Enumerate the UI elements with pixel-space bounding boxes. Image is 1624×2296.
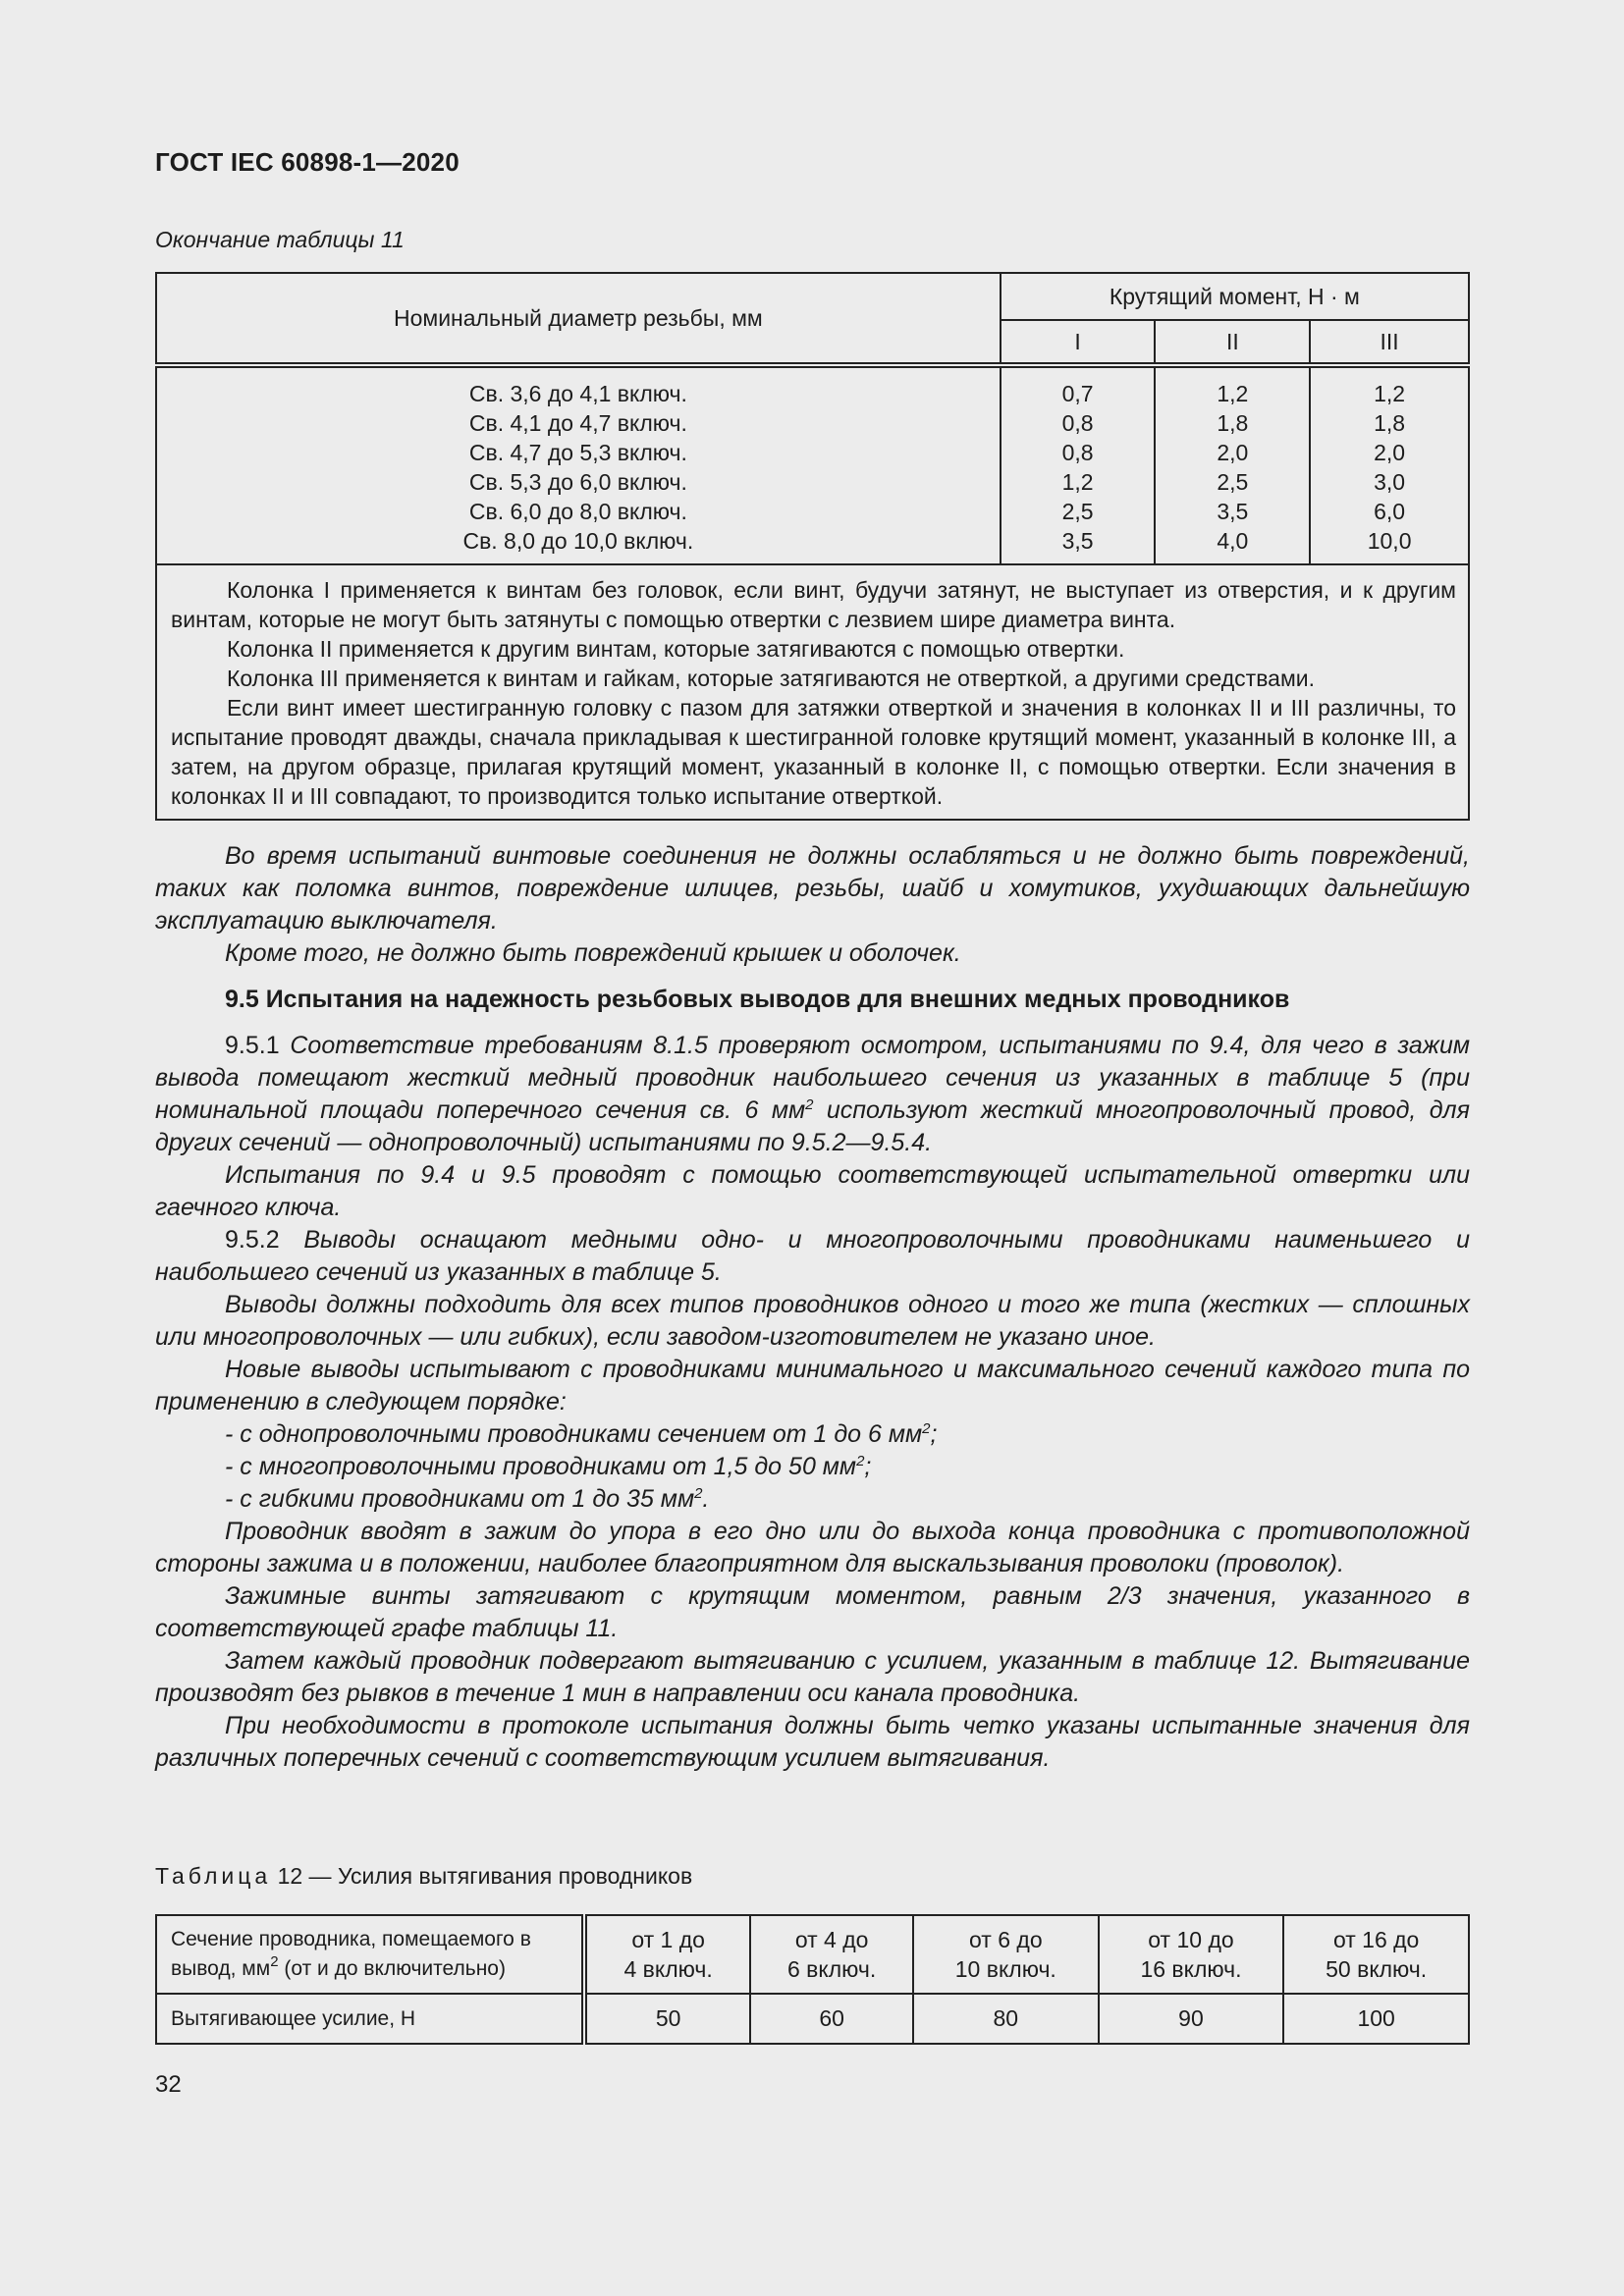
superscript: 2 (805, 1096, 814, 1113)
paragraph: Выводы должны подходить для всех типов проводников одного и того же типа (жестких — сплошных или многопроволочных — или гибких), если заводом-изготовителем не указано иное. (155, 1291, 1470, 1351)
paragraph: Проводник вводят в зажим до упора в его дно или до выхода конца проводника с противоположной стороны зажима и в положении, наиболее благоприятном для выскальзывания проволоки (проволок). (155, 1518, 1470, 1577)
list-item (155, 1451, 1470, 1483)
range-line: 50 включ. (1326, 1956, 1428, 1982)
label-text: Сечение проводника, помещаемого в вывод, мм (171, 1928, 531, 1980)
table-cell: Св. 4,1 до 4,7 включ. (468, 410, 687, 436)
table-cell: 2,0 (1217, 440, 1249, 465)
caption-text: 12 — Усилия вытягивания проводников (277, 1863, 693, 1889)
table-cell: 1,2 (1061, 469, 1094, 495)
note-paragraph: Колонка II применяется к другим винтам, которые затягиваются с помощью отвертки. (227, 636, 1125, 662)
force-cell: 60 (750, 1994, 913, 2044)
range-line: 10 включ. (954, 1956, 1056, 1982)
document-header: ГОСТ IEC 60898-1—2020 (155, 147, 460, 177)
body-text (155, 840, 1470, 1775)
clause-number: 9.5.2 (225, 1226, 280, 1254)
range-cell (750, 1915, 913, 1994)
paragraph-text: Соответствие требованиям 8.1.5 проверяют осмотром, испытаниями по 9.4, для чего в зажим вывода помещают жесткий медный проводник наибольшего сечения из указанных в таблице 5 (при номинальной площади поперечного сечения св. 6 мм (155, 1032, 1470, 1124)
torque-column-i (1001, 365, 1156, 564)
table-cell: 1,8 (1217, 410, 1249, 436)
table-cell: 2,5 (1217, 469, 1249, 495)
list-item-text: ; (864, 1453, 872, 1480)
table-cell: 6,0 (1374, 499, 1406, 524)
note-paragraph: Если винт имеет шестигранную головку с пазом для затяжки отверткой и значения в колонках II и III различны, то испытание проводят дважды, сначала прикладывая к шестигранной головке крутящий момент, указанный в колонке III, а затем, на другом образце, прилагая крутящий момент, указанный в колонке II, с помощью отвертки. Если значения в колонках II и III совпадают, то производится только испытание отверткой. (171, 695, 1456, 809)
section-heading: 9.5 Испытания на надежность резьбовых выводов для внешних медных проводников (225, 986, 1290, 1013)
clause-number: 9.5.1 (225, 1032, 280, 1059)
table-cell: 10,0 (1367, 528, 1412, 554)
note-paragraph: Колонка III применяется к винтам и гайкам, которые затягиваются не отверткой, а другими средствами. (227, 666, 1315, 691)
paragraph (155, 1030, 1470, 1159)
label-text: (от и до включительно) (278, 1957, 506, 1980)
range-line: от 10 до (1148, 1927, 1234, 1952)
table-cell: Св. 8,0 до 10,0 включ. (462, 528, 694, 554)
range-line: от 6 до (969, 1927, 1043, 1952)
list-item-text: - с многопроволочными проводниками от 1,5 до 50 мм (225, 1453, 857, 1480)
superscript: 2 (856, 1453, 865, 1469)
paragraph: При необходимости в протоколе испытания должны быть четко указаны испытанные значения для различных поперечных сечений с соответствующим усилием вытягивания. (155, 1712, 1470, 1772)
table-cell: Св. 6,0 до 8,0 включ. (468, 499, 687, 524)
range-line: 6 включ. (786, 1956, 877, 1982)
force-cell: 90 (1099, 1994, 1284, 2044)
paragraph: Во время испытаний винтовые соединения не должны ослабляться и не должно быть повреждений, таких как поломка винтов, повреждение шлицев, резьбы, шайб и хомутиков, ухудшающих дальнейшую эксплуатацию выключателя. (155, 842, 1470, 934)
list-item-text: ; (930, 1420, 938, 1448)
superscript: 2 (922, 1420, 931, 1437)
paragraph: Новые выводы испытывают с проводниками минимального и максимального сечений каждого типа по применению в следующем порядке: (155, 1356, 1470, 1415)
force-cell: 100 (1283, 1994, 1469, 2044)
table-cell: 4,0 (1217, 528, 1249, 554)
table-cell: 3,5 (1061, 528, 1094, 554)
torque-column-ii (1155, 365, 1310, 564)
table-cell: Св. 3,6 до 4,1 включ. (468, 381, 687, 406)
table-11-notes (156, 564, 1469, 820)
paragraph-text: Выводы оснащают медными одно- и многопроволочными проводниками наименьшего и наибольшего сечений из указанных в таблице 5. (155, 1226, 1470, 1286)
caption-word: Таблица (155, 1863, 272, 1889)
table-cell: 0,8 (1061, 440, 1094, 465)
force-cell: 80 (913, 1994, 1099, 2044)
table-11 (155, 272, 1470, 821)
col-header-torque: Крутящий момент, Н · м (1001, 273, 1469, 320)
paragraph: Затем каждый проводник подвергают вытягиванию с усилием, указанным в таблице 12. Вытягивание производят без рывков в течение 1 мин в направлении оси канала проводника. (155, 1647, 1470, 1707)
table-12-caption (155, 1863, 692, 1890)
row-label-force: Вытягивающее усилие, Н (156, 1994, 584, 2044)
torque-column-iii (1310, 365, 1469, 564)
paragraph: Кроме того, не должно быть повреждений крышек и оболочек. (225, 939, 961, 967)
row-label-section (156, 1915, 584, 1994)
table-cell: 2,5 (1061, 499, 1094, 524)
table-cell: 0,8 (1061, 410, 1094, 436)
list-item (155, 1418, 1470, 1451)
range-line: 4 включ. (623, 1956, 713, 1982)
force-cell: 50 (584, 1994, 750, 2044)
col-header-diameter: Номинальный диаметр резьбы, мм (156, 273, 1001, 365)
table-cell: 0,7 (1061, 381, 1094, 406)
range-cell (1283, 1915, 1469, 1994)
table-11-caption: Окончание таблицы 11 (155, 227, 405, 252)
col-header-ii: II (1155, 320, 1310, 365)
list-item-text: - с однопроволочными проводниками сечением от 1 до 6 мм (225, 1420, 923, 1448)
range-cell (1099, 1915, 1284, 1994)
range-cell (584, 1915, 750, 1994)
list-item-text: . (702, 1485, 710, 1513)
col-header-i: I (1001, 320, 1156, 365)
range-line: от 4 до (794, 1927, 869, 1952)
table-cell: 2,0 (1374, 440, 1406, 465)
range-line: от 16 до (1332, 1927, 1420, 1952)
table-cell: 3,0 (1374, 469, 1406, 495)
paragraph-text: используют жесткий многопроволочный провод, для других сечений — однопроволочный) испытаниями по 9.5.2—9.5.4. (155, 1096, 1471, 1156)
paragraph: Испытания по 9.4 и 9.5 проводят с помощью соответствующей испытательной отвертки или гаечного ключа. (155, 1161, 1470, 1221)
range-cell (913, 1915, 1099, 1994)
diameter-column (156, 365, 1001, 564)
range-line: 16 включ. (1140, 1956, 1242, 1982)
note-paragraph: Колонка I применяется к винтам без головок, если винт, будучи затянут, не выступает из отверстия, и к другим винтам, которые не могут быть затянуты с помощью отвертки с лезвием шире диаметра винта. (171, 577, 1456, 632)
superscript: 2 (694, 1485, 703, 1502)
list-item-text: - с гибкими проводниками от 1 до 35 мм (225, 1485, 695, 1513)
table-12 (155, 1914, 1470, 2045)
table-cell: 1,2 (1217, 381, 1249, 406)
paragraph (155, 1224, 1470, 1289)
table-cell: Св. 4,7 до 5,3 включ. (468, 440, 687, 465)
table-cell: 1,8 (1374, 410, 1406, 436)
range-line: от 1 до (631, 1927, 705, 1952)
table-cell: Св. 5,3 до 6,0 включ. (468, 469, 687, 495)
paragraph: Зажимные винты затягивают с крутящим моментом, равным 2/3 значения, указанного в соответствующей графе таблицы 11. (155, 1582, 1470, 1642)
col-header-iii: III (1310, 320, 1469, 365)
superscript: 2 (270, 1953, 279, 1970)
table-cell: 3,5 (1217, 499, 1249, 524)
page-number: 32 (155, 2071, 182, 2098)
table-cell: 1,2 (1374, 381, 1406, 406)
list-item (155, 1483, 1470, 1516)
